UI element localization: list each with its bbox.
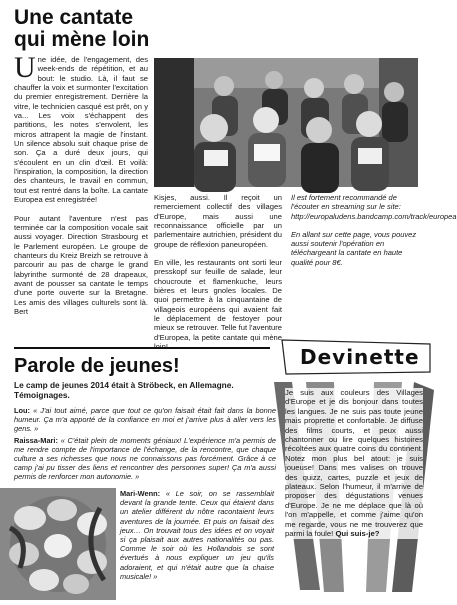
quote-lou <box>14 406 276 434</box>
drop-cap: U <box>14 51 36 84</box>
article1-paragraph3: Kisjes, aussi. Il reçoit un remerciement collectif des villages d'Europe, mais aussi une reconnaissance officielle par un parlementaire autrichien, président du groupe de réflexion paneuropéen. <box>154 193 282 249</box>
article1-paragraph4: En ville, les restaurants ont sorti leur presskopf sur feuille de salade, leur choucroute et flamenkuche, leurs bières et leurs gnoles locales. De quoi permettre à la cinquantaine de villageois européens qui avaient fait le déplacement de festoyer pour mieux se retrouver. Telle fut l'aventure d'Europea, la petite cantate qui mène loin! <box>154 258 282 352</box>
quote-lou-name: Lou: <box>14 406 31 415</box>
article1-column2 <box>154 193 282 352</box>
article1-paragraph1: Une idée, de l'engagement, des week-ends de répétition, et au bout: le studio. Là, il faut se chauffer la voix et surmonter l'excitation du premier enregistrement. Derrière la vitre, le technicien casqué est prêt, on y va... Les voix s'échappent des partitions, les notes s'envolent, les micros attrapent la magie de l'instant. Un silence absolu suit chaque prise de son. Ça a duré deux jours, qui s'écoulent en un clin d'œil. Et voilà: l'inspiration, la composition, la direction des chanteurs, le travail en commun, tout est rentré dans la boîte. La cantate Europea est enregistrée! <box>14 51 148 205</box>
article1-title-line2: qui mène loin <box>14 28 150 51</box>
quote-mari-wenn-name: Mari-Wenn: <box>120 489 161 498</box>
article1-title <box>14 7 164 51</box>
quote-raissa-name: Raissa-Mari: <box>14 435 58 445</box>
article1-title-line1: Une cantate <box>14 6 134 29</box>
bandcamp-link[interactable]: http://europaludens.bandcamp.com/track/europea <box>291 211 457 221</box>
article1-column1 <box>14 51 148 316</box>
quote-raissa-text: « C'était plein de moments géniaux! L'expérience m'a permis de me rendre compte de l'importance de l'échange, de la rencontre, que chaque culture a ses richesses que nous ne connaissons pas forcément. Grâce à ce camp j'ai pu tisser des liens et rencontrer des personnes super! Ça m'a aussi permis de renforcer mon autonomie. » <box>14 435 276 482</box>
streaming-sidebar <box>291 193 457 276</box>
quote-raissa <box>14 436 276 482</box>
quote-lou-text: « J'ai tout aimé, parce que tout ce qu'on faisait était fait dans la bonne humeur. Ça m'a apporté de la confiance en moi et j'arrive plus à aller vers les gens. » <box>14 406 276 434</box>
choir-photo-drawing <box>154 58 418 187</box>
quote-mari-wenn-text: « Le soir, on se rassemblait devant la grande tente. Ceux qui étaient dans un atelier différent du nôtre racontaient leurs aventures de la journée. Et puis on faisait des jeux… On trouvait tous des idées et on voyait si ça plaisait aux autres nationalités ou pas. Comme le soir où les Hollandois se sont évertués à nous expliquer un jeu qu'ils adoraient, et qui n'était autre que la chaise musicale! » <box>120 489 274 581</box>
devinette-text: Je suis aux couleurs des Villages d'Europe et je dis bonjour dans toutes les langues. Je ne suis pas toute jeune mais proprette et confortable. Je diffuse des films courts, et peux aussi chantonner ou lire quelques histoires récoltées aux quatre coins du continent. Notez mon plus bel atout: je suis joueuse! Dans mes valises on trouve des quizz, cartes, puzzle et jeux de plateaux. Selon l'humeur, il m'arrive de proposer des dégustations venues d'Europe. Je ne me déplace que là où l'on m'appelle, et comme j'aime qu'on me regarde, vous ne me trouverez que parmi la foule! Qui suis-je? <box>285 388 423 539</box>
devinette-question: Qui suis-je? <box>335 529 380 539</box>
choir-photo <box>154 58 418 187</box>
article2-title: Parole de jeunes! <box>14 355 180 377</box>
article1-paragraph2: Pour autant l'aventure n'est pas terminée car la composition vocale sait aussi voyager. Direction Strasbourg et le Parlement européen. Le groupe de chanteurs du Kreiz Breizh se retrouve à parcourir au pas de charge le grand labyrinthe surmonté de 28 drapeaux, avant de pousser sa cantate le temps d'une porte ouverte sur la Bretagne. Les amis des villages culturels sont là. Bert <box>14 213 148 316</box>
devinette-box <box>285 388 423 539</box>
youth-photo-drawing <box>0 488 116 600</box>
article2-lead: Le camp de jeunes 2014 était à Ströbeck, en Allemagne. Témoignages. <box>14 380 234 400</box>
article2-quotes-top <box>14 406 276 484</box>
youth-group-photo <box>0 488 116 600</box>
sidebar-paragraph2: En allant sur cette page, vous pouvez aussi soutenir l'opération en téléchargeant la cantate en haute qualité pour 8€. <box>291 229 417 267</box>
devinette-title: Devinette <box>300 345 420 369</box>
sidebar-paragraph1: Il est fortement recommandé de l'écouter en streaming sur le site: http://europaludens.bandcamp.com/track/europea <box>291 193 457 221</box>
article2-top-rule <box>14 347 270 349</box>
quote-mari-wenn <box>120 489 274 583</box>
